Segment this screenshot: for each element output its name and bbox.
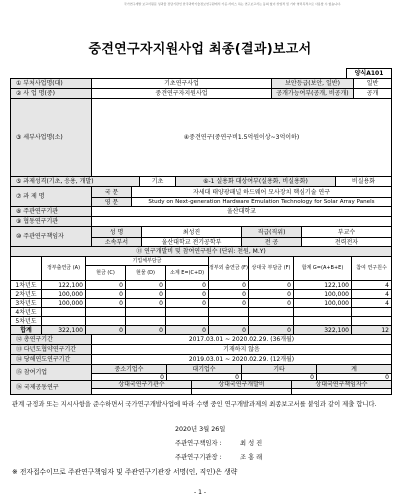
- program-value: 중견연구자지원사업: [91, 89, 271, 98]
- sme-count-value: 0: [91, 373, 166, 380]
- budget-row: [11, 290, 391, 299]
- budget-sum-kind: 0: [125, 326, 165, 334]
- budget-cash: [85, 317, 125, 325]
- budget-col-gov: 정부출연금 (A): [41, 257, 85, 280]
- korean-title-label: 국 문: [91, 187, 131, 197]
- budget-gov: 100,000: [41, 290, 85, 298]
- budget-gov: [41, 317, 85, 325]
- coop-institution-label: ⑨ 협동연구기관: [11, 217, 91, 226]
- budget-col-nongov: 정부외 출연금 (F): [208, 257, 248, 280]
- row-lead-institution: [11, 207, 391, 217]
- budget-total: 100,000: [293, 290, 351, 298]
- row-project-title: [11, 187, 391, 207]
- budget-year: 5차년도: [15, 317, 37, 325]
- budget-col-kind: 현물 (D): [125, 265, 165, 280]
- budget-col-total: 합계 G=(A+B+E): [293, 257, 351, 280]
- budget-nongov: 0: [208, 290, 248, 298]
- budget-cash: 0: [85, 281, 125, 289]
- budget-row: [11, 317, 391, 326]
- budget-sum-total: 322,100: [293, 326, 351, 334]
- row-coop-institution: [11, 217, 391, 227]
- coop-institution-value: [91, 217, 391, 226]
- budget-subtotal: [165, 317, 208, 325]
- english-title-label: 영 문: [91, 197, 131, 206]
- budget-cash: 0: [85, 290, 125, 298]
- row-international: [11, 381, 391, 394]
- participating-companies-label: ⑮ 참여기업: [11, 365, 91, 380]
- budget-partner: 0: [248, 281, 293, 289]
- row-multiyear-period: [11, 345, 391, 355]
- security-level-value: 일반: [353, 79, 391, 88]
- commercialization-label: ⑥-1 실용화 대상여부(실용화, 비실용화): [175, 177, 335, 186]
- company-sum-value: 0: [316, 373, 391, 380]
- project-nature-label: ⑤ 과제성격(기초, 응용, 개발): [11, 177, 139, 186]
- budget-nongov: 0: [208, 281, 248, 289]
- budget-kind: 0: [125, 299, 165, 307]
- budget-sum-subtotal: 0: [165, 326, 208, 334]
- budget-year: 3차년도: [15, 299, 37, 307]
- pi-dept-header: 소속부서: [91, 237, 141, 246]
- budget-researchers: [351, 317, 391, 325]
- partner-inst-value: [91, 388, 191, 394]
- pi-rank-header: 직급(직위): [241, 227, 301, 237]
- budget-total: 122,100: [293, 281, 351, 289]
- security-level-label: 보안등급(보안, 일반): [271, 79, 353, 88]
- budget-col-company: 기업체부담금: [85, 257, 208, 265]
- budget-gov: 122,100: [41, 281, 85, 289]
- budget-cash: [85, 308, 125, 316]
- disclosure-value: 공개: [353, 89, 391, 98]
- budget-partner: [248, 317, 293, 325]
- budget-title: ⑪ 연구개발비 및 참여연구원수 (단위: 천원, M.Y): [11, 247, 391, 256]
- lead-institution-value: 울산대학교: [91, 207, 391, 216]
- total-period-label: ⑫ 총연구기간: [11, 335, 91, 344]
- budget-subtotal: 0: [165, 290, 208, 298]
- pi-name-header: 성 명: [91, 227, 141, 237]
- budget-sum-nongov: 0: [208, 326, 248, 334]
- budget-nongov: [208, 317, 248, 325]
- partner-budget-value: [191, 388, 291, 394]
- budget-total: [293, 317, 351, 325]
- other-value: 0: [241, 373, 316, 380]
- row-project-nature: [11, 177, 391, 187]
- row-current-period: [11, 355, 391, 365]
- sme-count-header: 중소기업수: [91, 365, 166, 373]
- ministry-program-value: 기초연구사업: [91, 79, 271, 88]
- pi-major-value: 전력전자: [301, 237, 391, 246]
- row-budget-title: [11, 247, 391, 257]
- submission-date: 2020년 3월 26일: [175, 426, 226, 433]
- page-number: - 1 -: [194, 489, 206, 496]
- partner-pi-header: 상대국연구책임자수: [291, 381, 391, 388]
- partner-budget-header: 상대국연구개발비: [191, 381, 291, 388]
- budget-partner: 0: [248, 290, 293, 298]
- pi-label: ⑩ 주관연구책임자: [11, 227, 91, 246]
- budget-header-row: [11, 257, 391, 281]
- budget-col-cash: 현금 (C): [85, 265, 125, 280]
- budget-col-partner: 상대국 부담금 (F): [248, 257, 293, 280]
- budget-researchers: 4: [351, 290, 391, 298]
- budget-year: 1차년도: [15, 281, 37, 289]
- sub-program-label: ③ 세부사업명(소): [11, 99, 91, 176]
- partner-inst-header: 상대국연구기관수: [91, 381, 191, 388]
- electronic-submission-note: ※ 전자접수이므로 주관연구책임자 및 주관연구기관장 서명(인, 직인)은 생략: [12, 468, 238, 476]
- org-head-signature-name: 조 홍 래: [240, 454, 263, 461]
- large-company-header: 대기업수: [166, 365, 241, 373]
- budget-gov: 100,000: [41, 299, 85, 307]
- page-title: 중견연구자지원사업 최종(결과)보고서: [88, 42, 312, 57]
- pi-signature-label: 주관연구책임자 :: [175, 440, 222, 447]
- english-title-value: Study on Next-generation Hardware Emulation Technology for Solar Array Panels: [131, 197, 391, 206]
- budget-total: [293, 308, 351, 316]
- budget-subtotal: [165, 308, 208, 316]
- total-period-value: 2017.03.01 ~ 2020.02.29. (36개월): [91, 335, 391, 344]
- budget-row: [11, 299, 391, 308]
- pi-signature-name: 최 성 진: [240, 440, 263, 447]
- budget-year: 2차년도: [15, 290, 37, 298]
- sub-program-value: ④중견연구(중연구비1.5억원이상~3억이하): [91, 99, 391, 176]
- pi-rank-value: 부교수: [301, 227, 391, 237]
- budget-sum-cash: 0: [85, 326, 125, 334]
- disclosure-label: 공개가능여부(공개, 비공개): [271, 89, 353, 98]
- budget-total: 100,000: [293, 299, 351, 307]
- budget-sum-label: 합계: [20, 326, 32, 334]
- budget-row: [11, 308, 391, 317]
- partner-pi-value: [291, 388, 391, 394]
- report-form-table: [10, 78, 392, 395]
- budget-gov: [41, 308, 85, 316]
- budget-partner: 0: [248, 299, 293, 307]
- budget-sum-partner: 0: [248, 326, 293, 334]
- budget-kind: [125, 308, 165, 316]
- korean-title-value: 자세대 태양광패널 하드웨어 모사장치 핵심기술 연구: [131, 187, 391, 197]
- pi-major-header: 전 공: [241, 237, 301, 246]
- international-label: ⑯ 국제공동연구: [11, 381, 91, 394]
- ministry-program-label: ① 부처사업명(대): [11, 79, 91, 88]
- submission-statement: 관계 규정과 또는 지시사항을 준수하면서 국가연구개발사업에 따라 수행 중인 연구개발과제의 최종보고서를 붙임과 같이 제출 합니다.: [12, 401, 377, 408]
- budget-nongov: [208, 308, 248, 316]
- other-header: 기타: [241, 365, 316, 373]
- project-nature-value: 기초: [139, 177, 175, 186]
- project-title-label: ⑦ 과 제 명: [11, 187, 91, 206]
- top-notice: 국가연구개발 보고서원문 성과물 전담기관인 한국과학기술정보연구원에서 가공·서비스 하는 연구보고서는 동의 없이 상업적 및 기타 영리목적으로 사용할 수 없습니다.: [123, 2, 342, 6]
- budget-subtotal: 0: [165, 299, 208, 307]
- budget-researchers: 4: [351, 281, 391, 289]
- program-label: ② 사 업 명(중): [11, 89, 91, 98]
- company-sum-header: 계: [316, 365, 391, 373]
- budget-sum-row: [11, 326, 391, 335]
- budget-sum-researchers: 12: [351, 326, 391, 334]
- budget-sum-gov: 322,100: [41, 326, 85, 334]
- row-principal-investigator: [11, 227, 391, 247]
- budget-partner: [248, 308, 293, 316]
- budget-kind: 0: [125, 290, 165, 298]
- budget-subtotal: 0: [165, 281, 208, 289]
- pi-name-value: 최성진: [141, 227, 241, 237]
- row-ministry-program: [11, 79, 391, 89]
- form-code: 양식A101: [346, 68, 392, 79]
- budget-cash: 0: [85, 299, 125, 307]
- budget-researchers: [351, 308, 391, 316]
- budget-researchers: 4: [351, 299, 391, 307]
- budget-col-researchers: 참여 연구원수: [351, 257, 391, 280]
- large-company-value: 0: [166, 373, 241, 380]
- row-sub-program: [11, 99, 391, 177]
- multiyear-period-value: 기재하지 않음: [91, 345, 391, 354]
- row-participating-companies: [11, 365, 391, 381]
- budget-nongov: 0: [208, 299, 248, 307]
- commercialization-value: 비실용화: [335, 177, 391, 186]
- lead-institution-label: ⑧ 주관연구기관: [11, 207, 91, 216]
- budget-row: [11, 281, 391, 290]
- row-total-period: [11, 335, 391, 345]
- budget-col-subtotal: 소계 E=(C+D): [165, 265, 208, 280]
- budget-col-year: [11, 257, 41, 280]
- org-head-signature-label: 주관연구기관장 :: [175, 454, 222, 461]
- current-period-label: ⑭ 당해연도연구기간: [11, 355, 91, 364]
- budget-kind: 0: [125, 281, 165, 289]
- row-program: [11, 89, 391, 99]
- pi-dept-value: 울산대학교 전기공학부: [141, 237, 241, 246]
- budget-year: 4차년도: [15, 308, 37, 316]
- multiyear-period-label: ⑬ 다년도협약연구기간: [11, 345, 91, 354]
- budget-kind: [125, 317, 165, 325]
- current-period-value: 2019.03.01 ~ 2020.02.29. (12개월): [91, 355, 391, 364]
